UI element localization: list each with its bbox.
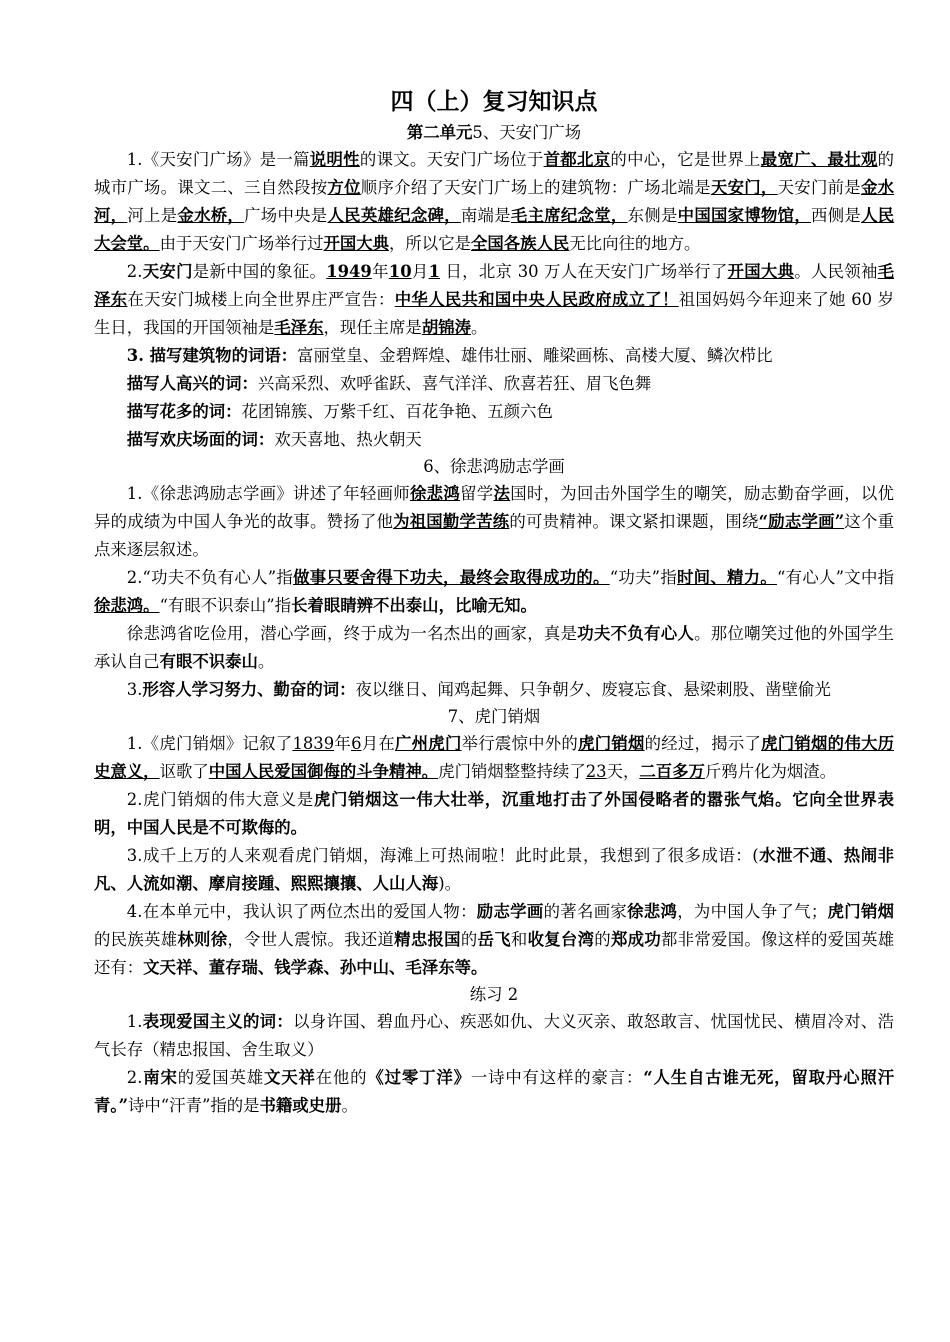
lesson7-heading: 7、虎门销烟	[447, 707, 541, 726]
exercise2-heading: 练习 2	[469, 985, 519, 1004]
lesson6-paragraph-1: 1.《徐悲鸿励志学画》讲述了年轻画师徐悲鸿留学法国时，为回击外国学生的嘲笑，励志勤奋学画，以优异的成绩为中国人争光的故事。赞扬了他为祖国勤学苦练的可贵精神。课文紧扣课题，围绕“励志学画”这个重点来逐层叙述。	[94, 484, 895, 559]
document	[94, 84, 894, 1120]
lesson6-paragraph-2: 2.“功夫不负有心人”指做事只要舍得下功夫，最终会取得成功的。“功夫”指时间、精力。“有心人”文中指徐悲鸿。“有眼不识泰山”指长着眼睛辨不出泰山，比喻无知。	[94, 568, 895, 615]
unit2-paragraph-4: 描写人高兴的词：兴高采烈、欢呼雀跃、喜气洋洋、欣喜若狂、眉飞色舞	[126, 374, 652, 393]
exercise2-paragraph-1: 1.表现爱国主义的词：以身许国、碧血丹心、疾恶如仇、大义灭亲、敢怒敢言、忧国忧民、横眉冷对、浩气长存（精忠报国、舍生取义）	[94, 1012, 894, 1059]
unit2-heading: 第二单元5、天安门广场	[406, 123, 582, 142]
lesson6-paragraph-3: 徐悲鸿省吃俭用，潜心学画，终于成为一名杰出的画家，真是功夫不负有心人。那位嘲笑过他的外国学生承认自己有眼不识泰山。	[94, 624, 895, 671]
unit2-paragraph-2: 2.天安门是新中国的象征。1949年10月1 日，北京 30 万人在天安门广场举行了开国大典。人民领袖毛泽东在天安门城楼上向全世界庄严宣告：中华人民共和国中央人民政府成立了！祖国妈妈今年迎来了她 60 岁生日，我国的开国领袖是毛泽东，现任主席是胡锦涛。	[94, 262, 895, 337]
unit2-paragraph-6: 描写欢庆场面的词：欢天喜地、热火朝天	[126, 430, 422, 449]
exercise2-paragraph-2: 2.南宋的爱国英雄文天祥在他的《过零丁洋》一诗中有这样的豪言：“人生自古谁无死，留取丹心照汗青。”诗中“汗青”指的是书籍或史册。	[94, 1068, 895, 1115]
lesson7-paragraph-2: 2.虎门销烟的伟大意义是虎门销烟这一伟大壮举，沉重地打击了外国侵略者的嚣张气焰。它向全世界表明，中国人民是不可欺侮的。	[94, 790, 894, 837]
lesson6-paragraph-4: 3.形容人学习努力、勤奋的词：夜以继日、闻鸡起舞、只争朝夕、废寝忘食、悬梁刺股、凿壁偷光	[126, 680, 831, 699]
lesson6-heading: 6、徐悲鸿励志学画	[423, 457, 565, 476]
unit2-paragraph-1: 1.《天安门广场》是一篇说明性的课文。天安门广场位于首都北京的中心，它是世界上最宽广、最壮观的城市广场。课文二、三自然段按方位顺序介绍了天安门广场上的建筑物：广场北端是天安门，天安门前是金水河，河上是金水桥，广场中央是人民英雄纪念碑，南端是毛主席纪念堂，东侧是中国国家博物馆，西侧是人民大会堂。由于天安门广场举行过开国大典，所以它是全国各族人民无比向往的地方。	[94, 150, 895, 253]
unit2-paragraph-3: 3. 描写建筑物的词语：富丽堂皇、金碧辉煌、雄伟壮丽、雕梁画栋、高楼大厦、鳞次栉比	[126, 346, 773, 365]
lesson7-paragraph-1: 1.《虎门销烟》记叙了1839年6月在广州虎门举行震惊中外的虎门销烟的经过，揭示了虎门销烟的伟大历史意义，讴歌了中国人民爱国御侮的斗争精神。虎门销烟整整持续了23天，二百多万斤鸦片化为烟渣。	[94, 734, 894, 781]
lesson7-paragraph-3: 3.成千上万的人来观看虎门销烟，海滩上可热闹啦！此时此景，我想到了很多成语：(水泄不通、热闹非凡、人流如潮、摩肩接踵、熙熙攘攘、人山人海)。	[94, 846, 895, 893]
unit2-paragraph-5: 描写花多的词：花团锦簇、万紫千红、百花争艳、五颜六色	[126, 402, 553, 421]
lesson7-paragraph-4: 4.在本单元中，我认识了两位杰出的爱国人物：励志学画的著名画家徐悲鸿，为中国人争了气；虎门销烟的民族英雄林则徐，令世人震惊。我还道精忠报国的岳飞和收复台湾的郑成功都非常爱国。像这样的爱国英雄还有：文天祥、董存瑞、钱学森、孙中山、毛泽东等。	[94, 902, 895, 977]
page-title: 四（上）复习知识点	[390, 89, 598, 115]
